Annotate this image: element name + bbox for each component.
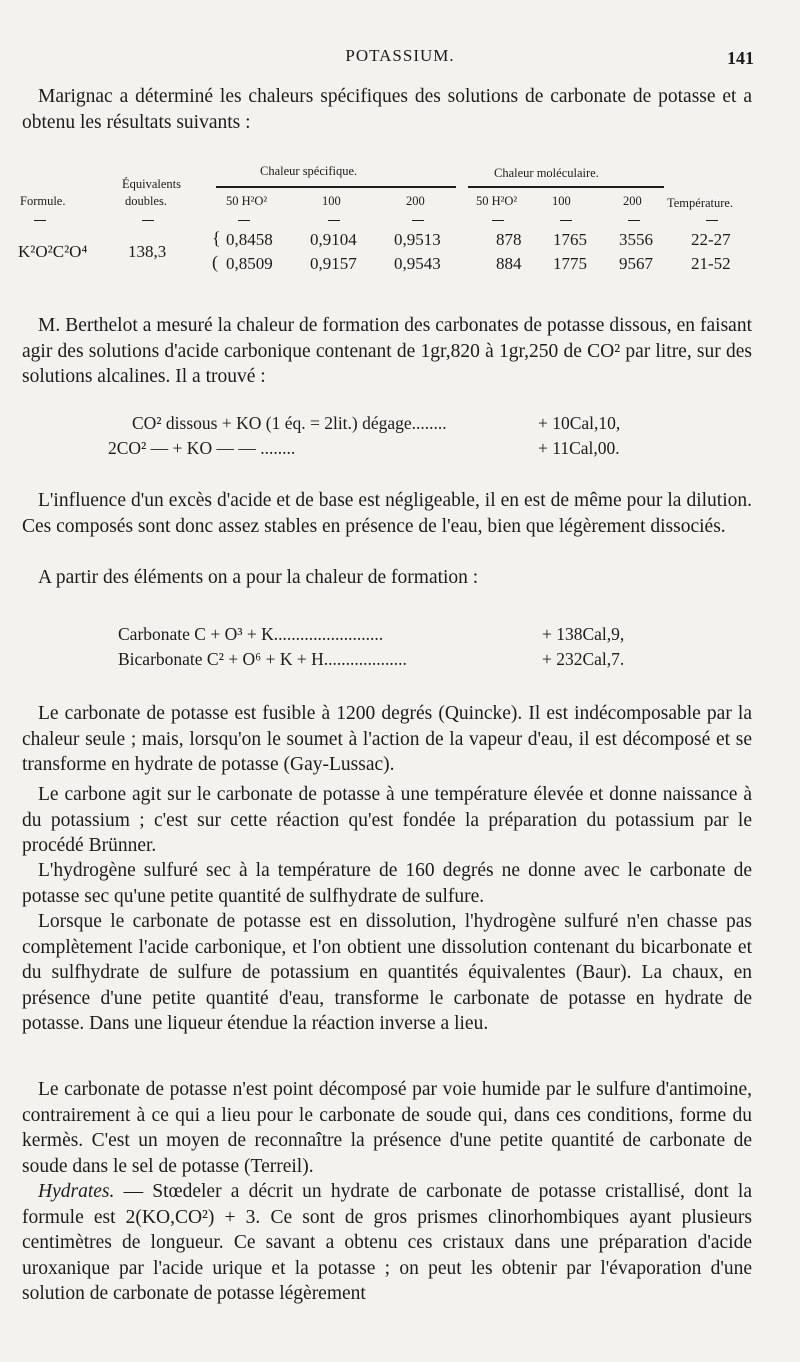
dash [560, 220, 572, 221]
row1-mol50: 878 [496, 230, 522, 249]
row1-sp100: 0,9104 [310, 230, 357, 249]
antimony-paragraph: Le carbonate de potasse n'est point décomposé par voie humide par le sulfure d'antimoine, contrairement à ce qui a lieu pour le carbonate de soude qui, dans ces conditions, forme du kermès. C'est un moyen de reconnaître la présence d'une petite quantité de carbonate de soude dans le sel de potasse (Terreil). [22, 1079, 752, 1177]
dash [412, 220, 424, 221]
col-header-mol-50: 50 H²O² [476, 194, 518, 208]
reaction-1-left: CO² dissous + KO (1 éq. = 2lit.) dégage........ [132, 413, 447, 433]
row1-temperature: 22-27 [691, 230, 731, 249]
row2-sp100: 0,9157 [310, 254, 357, 273]
group-header-specific-heat: Chaleur spécifique. [260, 164, 358, 178]
row1-sp200: 0,9513 [394, 230, 441, 249]
row1-sp50: 0,8458 [226, 230, 273, 249]
col-header-formula: Formule. [20, 194, 66, 208]
row2-mol200: 9567 [619, 254, 653, 273]
bicarbonate-reaction-right: + 232Cal,7. [542, 649, 625, 669]
dash [328, 220, 340, 221]
dash [238, 220, 250, 221]
row2-temperature: 21-52 [691, 254, 731, 273]
carbon-paragraph: Le carbone agit sur le carbonate de potasse à une température élevée et donne naissance à du potassium ; c'est sur cette réaction qu'est fondée la préparation du potassium par le procédé Brünner. [22, 784, 752, 856]
dash [492, 220, 504, 221]
col-header-sp-200: 200 [406, 194, 425, 208]
formula-cell: K²O²C²O⁴ [18, 242, 88, 261]
row2-mol100: 1775 [553, 254, 587, 273]
hydrates-text: — Stœdeler a décrit un hydrate de carbonate de potasse cristallisé, dont la formule est 2(KO,CO²) + 3. Ce sont de gros prismes clinorhombiques ayant plusieurs centimètres de longueur. Ce savant a obtenu ces cristaux dans une préparation d'acide uroxanique par l'acide urique et la potasse ; on peut les obtenir par l'évaporation d'une solution de carbonate de potasse légèrement [22, 1181, 752, 1304]
row-brace-bottom: ( [212, 252, 218, 272]
berthelot-paragraph: M. Berthelot a mesuré la chaleur de formation des carbonates de potasse dissous, en faisant agir des solutions d'acide carbonique contenant de 1gr,820 à 1gr,250 de CO² par litre, sur des solutions alcalines. Il a trouvé : [22, 315, 752, 387]
hydrates-paragraph [22, 1179, 752, 1307]
dash [34, 220, 46, 221]
dash [628, 220, 640, 221]
col-header-sp-50: 50 H²O² [226, 194, 268, 208]
col-header-mol-100: 100 [552, 194, 571, 208]
row2-mol50: 884 [496, 254, 522, 273]
group-rule-molecular [468, 186, 664, 188]
equivalents-cell: 138,3 [128, 242, 167, 261]
reaction-1-right: + 10Cal,10, [538, 413, 621, 433]
fusion-paragraph: Le carbonate de potasse est fusible à 1200 degrés (Quincke). Il est indécomposable par la chaleur seule ; mais, lorsqu'on le soumet à l'action de la vapeur d'eau, il est décomposé et se transforme en hydrate de potasse (Gay-Lussac). [22, 703, 752, 775]
intro-paragraph: Marignac a déterminé les chaleurs spécifiques des solutions de carbonate de potasse et a obtenu les résultats suivants : [22, 86, 752, 133]
hydrates-heading: Hydrates. [38, 1181, 115, 1202]
dash [142, 220, 154, 221]
influence-paragraph: L'influence d'un excès d'acide et de base est négligeable, il en est de même pour la dilution. Ces composés sont donc assez stables en présence de l'eau, bien que légèrement dissociés. [22, 490, 752, 537]
running-title: POTASSIUM. [345, 46, 455, 65]
col-header-mol-200: 200 [623, 194, 642, 208]
row1-mol200: 3556 [619, 230, 653, 249]
formation-heat-intro: A partir des éléments on a pour la chaleur de formation : [38, 567, 479, 588]
col-header-temperature: Température. [667, 196, 734, 210]
row-brace-top: { [212, 228, 221, 248]
carbonate-reaction-left: Carbonate C + O³ + K......................... [118, 624, 384, 644]
row1-mol100: 1765 [553, 230, 587, 249]
bicarbonate-reaction-left: Bicarbonate C² + O⁶ + K + H................... [118, 649, 407, 669]
col-header-doubles: doubles. [125, 194, 168, 208]
row2-sp200: 0,9543 [394, 254, 441, 273]
hydrogen-sulfide-paragraph: L'hydrogène sulfuré sec à la température de 160 degrés ne donne avec le carbonate de potasse sec qu'une petite quantité de sulfhydrate de sulfure. [22, 860, 752, 907]
reaction-2-left: 2CO² — + KO — — ........ [108, 438, 296, 458]
group-rule-specific [216, 186, 456, 188]
group-header-molecular-heat: Chaleur moléculaire. [494, 166, 599, 180]
row2-sp50: 0,8509 [226, 254, 273, 273]
page-number: 141 [727, 48, 754, 68]
carbonate-reaction-right: + 138Cal,9, [542, 624, 625, 644]
reaction-2-right: + 11Cal,00. [538, 438, 620, 458]
col-header-sp-100: 100 [322, 194, 341, 208]
dash [706, 220, 718, 221]
dissolution-paragraph: Lorsque le carbonate de potasse est en dissolution, l'hydrogène sulfuré n'en chasse pas complètement l'acide carbonique, et l'on obtient une dissolution contenant du bicarbonate et du sulfhydrate de sulfure de potassium en quantités équivalentes (Baur). La chaux, en présence d'une petite quantité d'eau, transforme le carbonate de potasse en hydrate de potasse. Dans une liqueur étendue la réaction inverse a lieu. [22, 911, 752, 1034]
col-header-equivalents: Équivalents [122, 177, 182, 191]
